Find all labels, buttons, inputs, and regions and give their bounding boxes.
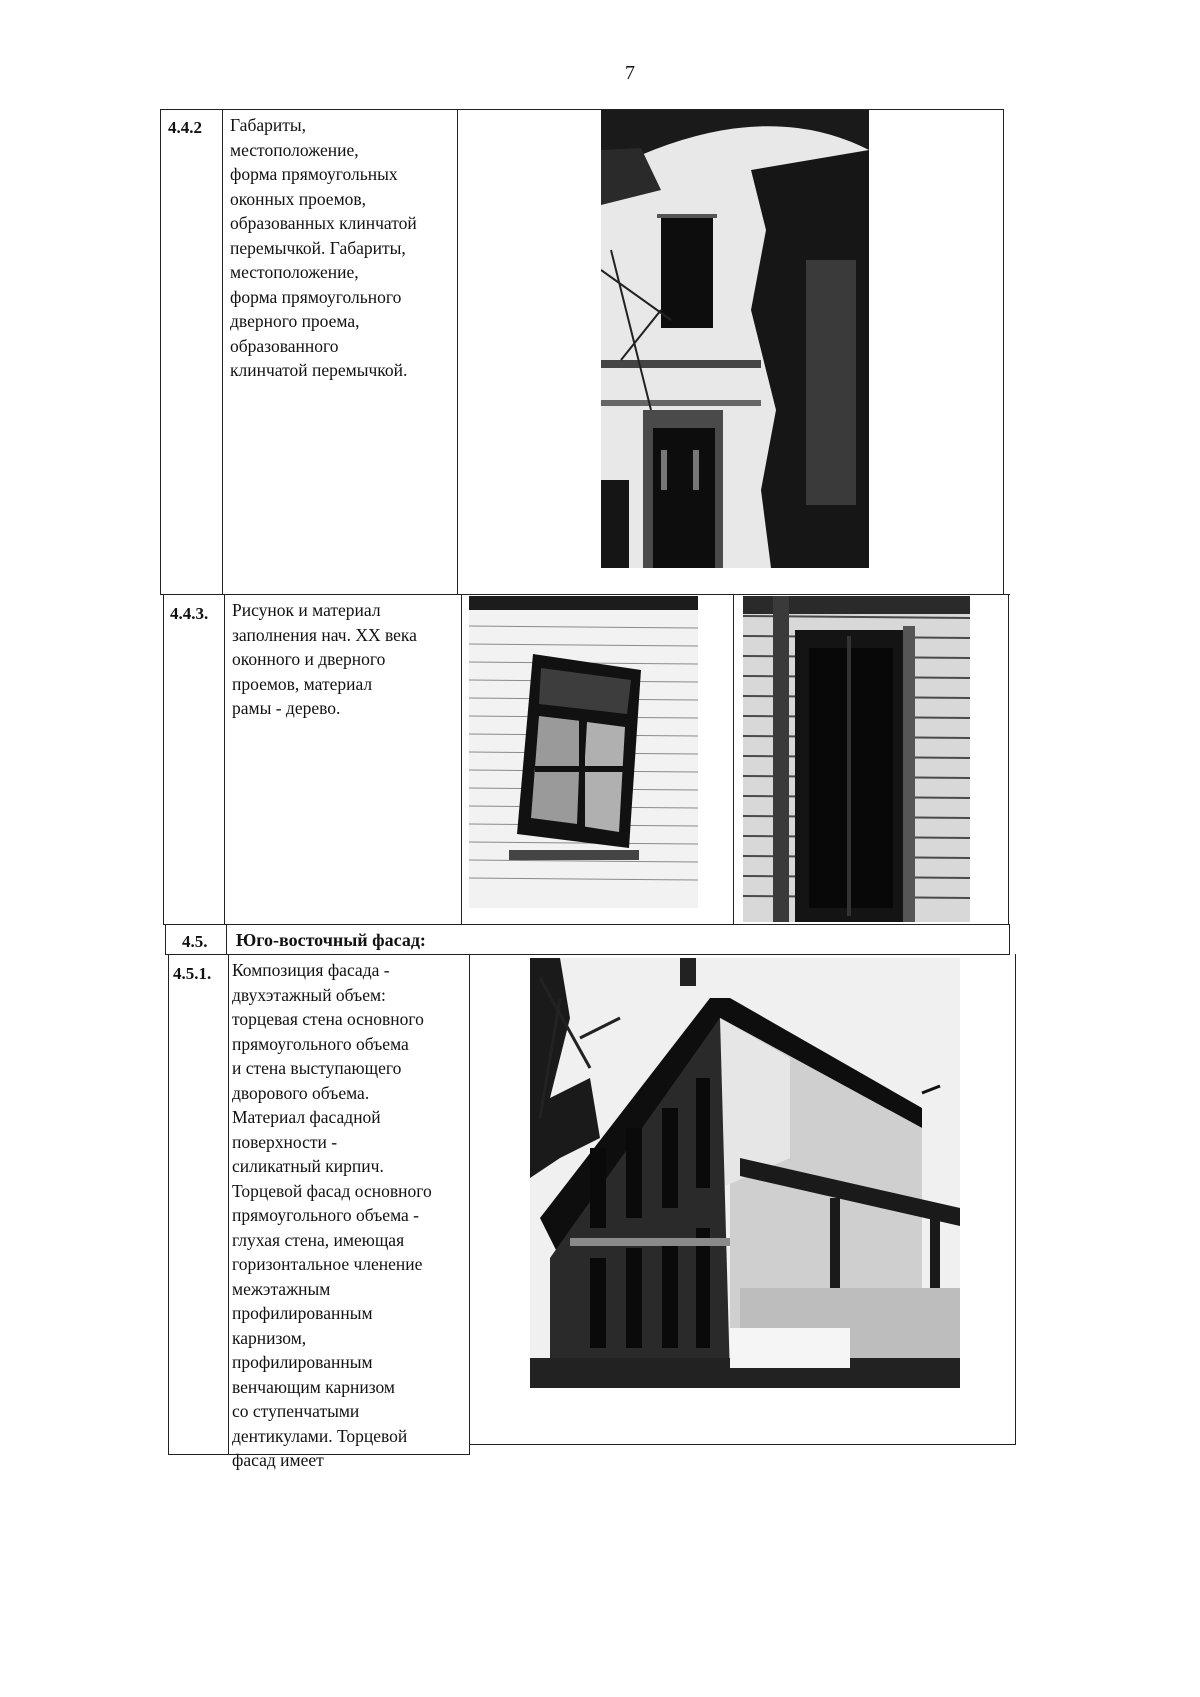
table-rule bbox=[168, 954, 169, 1455]
text-line: местоположение, bbox=[230, 139, 359, 160]
table-rule bbox=[160, 594, 1010, 595]
text-line: венчающим карнизом bbox=[232, 1376, 396, 1397]
text-line: со ступенчатыми bbox=[232, 1401, 360, 1421]
row-number: 4.4.2 bbox=[168, 118, 202, 137]
table-rule bbox=[1008, 594, 1009, 924]
text-line: силикатный кирпич. bbox=[232, 1156, 384, 1176]
southeast-facade-photo bbox=[530, 958, 960, 1388]
text-line: клинчатой перемычкой. bbox=[230, 360, 408, 380]
window-filling-photo bbox=[469, 596, 698, 908]
text-line: оконных проемов, bbox=[230, 188, 367, 209]
row-number: 4.4.3. bbox=[170, 604, 209, 623]
text-line: дворового объема. bbox=[232, 1082, 370, 1103]
text-line: прямоугольного объема bbox=[232, 1033, 409, 1054]
table-rule bbox=[733, 594, 734, 924]
text-line: дверного проема, bbox=[230, 311, 360, 331]
text-line: двухэтажный объем: bbox=[232, 984, 386, 1005]
text-line: прямоугольного объема - bbox=[232, 1205, 419, 1225]
text-line: рамы - дерево. bbox=[232, 698, 341, 718]
table-rule bbox=[226, 924, 227, 954]
text-line: Композиция фасада - bbox=[232, 960, 390, 980]
text-line: форма прямоугольного bbox=[230, 286, 402, 307]
text-line: Габариты, bbox=[230, 115, 307, 135]
table-rule bbox=[469, 954, 470, 1455]
table-rule bbox=[163, 594, 164, 924]
table-rule bbox=[224, 594, 225, 924]
table-rule bbox=[165, 924, 166, 954]
text-line: глухая стена, имеющая bbox=[232, 1229, 405, 1250]
table-rule bbox=[163, 924, 1009, 925]
table-rule bbox=[1015, 954, 1016, 1445]
text-line: проемов, материал bbox=[232, 673, 373, 694]
section-heading: Юго-восточный фасад: bbox=[236, 930, 426, 950]
table-rule bbox=[1009, 924, 1010, 954]
table-rule bbox=[228, 954, 229, 1455]
facade-openings-photo bbox=[601, 110, 869, 568]
page-number: 7 bbox=[625, 62, 635, 84]
table-rule bbox=[160, 109, 161, 595]
row-description bbox=[232, 958, 432, 1473]
text-line: карнизом, bbox=[232, 1327, 307, 1348]
table-rule bbox=[469, 1444, 1016, 1445]
row-description bbox=[230, 113, 417, 383]
row-description bbox=[232, 598, 417, 721]
section-number: 4.5. bbox=[182, 932, 208, 951]
text-line: межэтажным bbox=[232, 1278, 331, 1299]
text-line: заполнения нач. XX века bbox=[232, 624, 417, 645]
text-line: Материал фасадной bbox=[232, 1107, 381, 1127]
text-line: образованного bbox=[230, 335, 339, 356]
text-line: Торцевой фасад основного bbox=[232, 1180, 432, 1201]
text-line: местоположение, bbox=[230, 262, 359, 282]
text-line: образованных клинчатой bbox=[230, 213, 417, 233]
text-line: дентикулами. Торцевой bbox=[232, 1425, 408, 1446]
text-line: поверхности - bbox=[232, 1131, 338, 1152]
door-filling-photo bbox=[743, 596, 970, 922]
text-line: профилированным bbox=[232, 1352, 373, 1372]
table-rule bbox=[461, 594, 462, 924]
text-line: оконного и дверного bbox=[232, 649, 386, 669]
text-line: перемычкой. Габариты, bbox=[230, 237, 406, 258]
text-line: Рисунок и материал bbox=[232, 600, 381, 620]
table-rule bbox=[165, 954, 1010, 955]
text-line: и стена выступающего bbox=[232, 1058, 402, 1078]
text-line: торцевая стена основного bbox=[232, 1009, 424, 1029]
table-rule bbox=[222, 109, 223, 595]
table-rule bbox=[457, 109, 458, 595]
table-rule bbox=[1003, 109, 1004, 595]
text-line: фасад имеет bbox=[232, 1450, 324, 1470]
row-number: 4.5.1. bbox=[173, 964, 212, 983]
text-line: форма прямоугольных bbox=[230, 164, 398, 184]
table-rule bbox=[160, 109, 1003, 110]
text-line: горизонтальное членение bbox=[232, 1254, 423, 1274]
text-line: профилированным bbox=[232, 1303, 373, 1323]
